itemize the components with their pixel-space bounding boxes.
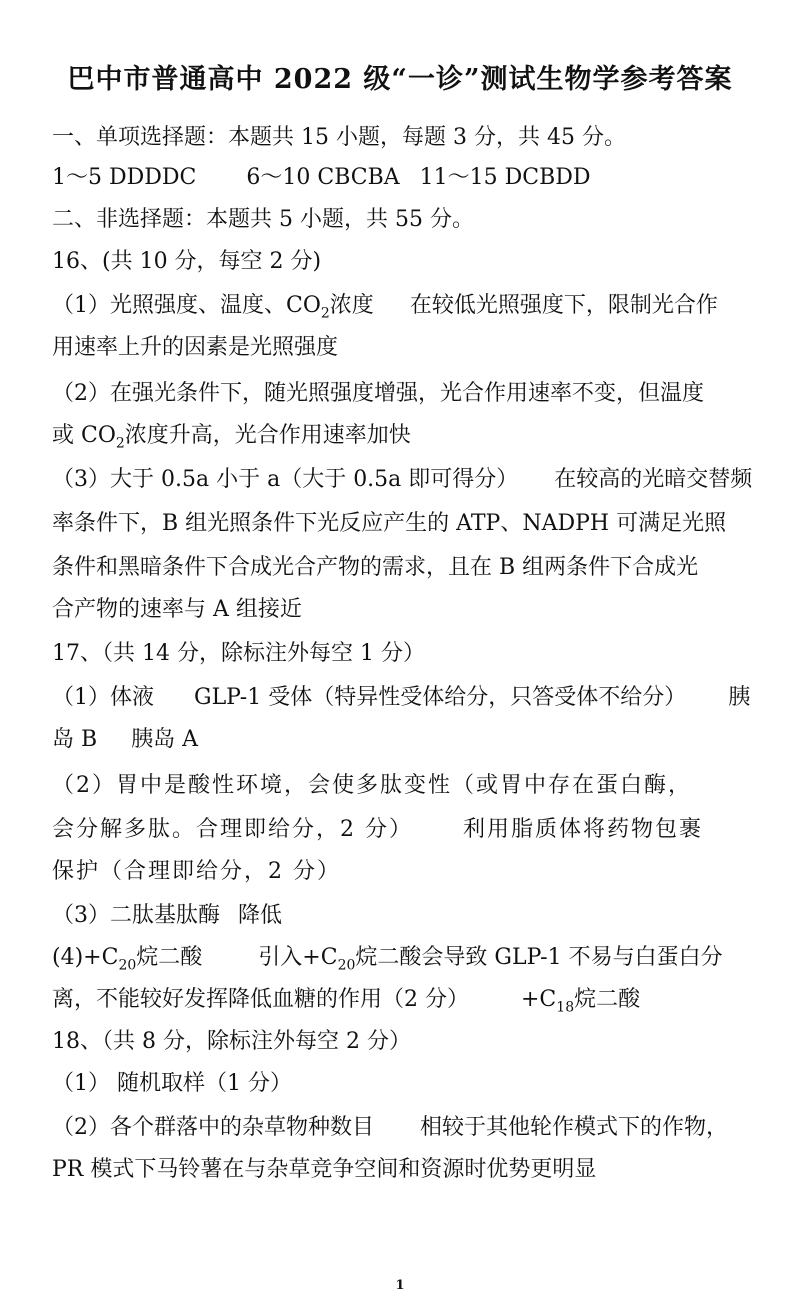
q18-part2-text-a: （2）各个群落中的杂草物种数目 <box>52 1115 374 1140</box>
q17-part1-text-d: 岛 B <box>52 727 98 752</box>
subscript: 20 <box>337 957 356 974</box>
q16-part3-line1 <box>52 460 772 500</box>
section1-header: 一、单项选择题：本题共 15 小题，每题 3 分，共 45 分。 <box>52 125 626 150</box>
answers-6-10: 6～10 CBCBA <box>246 165 400 190</box>
page-number: 1 <box>395 1278 405 1293</box>
q17-part4-text-c: 引入+C <box>258 945 338 970</box>
q16-part3-line3: 条件和黑暗条件下合成光合产物的需求，且在 B 组两条件下合成光 <box>52 555 699 580</box>
q17-part1-text-c: 胰 <box>728 685 751 710</box>
q17-part4-text-g: 烷二酸 <box>574 987 641 1012</box>
subscript: 2 <box>320 305 330 322</box>
q16-part3-text-b: 在较高的光暗交替频 <box>554 467 753 492</box>
q17-part1-line1 <box>52 678 772 718</box>
q17-part1-line2 <box>52 720 772 760</box>
q16-part2-text-a: 或 CO <box>52 423 116 448</box>
answers-11-15: 11～15 DCBDD <box>419 165 591 190</box>
section1-answers <box>52 158 772 198</box>
q17-header: 17、（共 14 分，除标注外每空 1 分） <box>52 641 425 666</box>
q16-part3-line2: 率条件下，B 组光照条件下光反应产生的 ATP、NADPH 可满足光照 <box>52 511 727 536</box>
subscript: 20 <box>118 957 137 974</box>
q17-part4-text-a: (4)+C <box>52 945 119 970</box>
q16-part2-line1: （2）在强光条件下，随光照强度增强，光合作用速率不变，但温度 <box>52 381 704 406</box>
q16-part1-text-a: （1）光照强度、温度、CO <box>52 293 321 318</box>
q16-part2-text-b: 浓度升高，光合作用速率加快 <box>124 423 411 448</box>
q17-part4-text-b: 烷二酸 <box>136 945 203 970</box>
q18-part2-text-b: 相较于其他轮作模式下的作物， <box>420 1115 729 1140</box>
q16-part1-line1 <box>52 286 772 333</box>
q17-part4-text-e: 离，不能较好发挥降低血糖的作用（2 分） <box>52 987 469 1012</box>
q18-part2-line2: PR 模式下马铃薯在与杂草竞争空间和资源时优势更明显 <box>52 1157 597 1182</box>
q17-part3-text-b: 降低 <box>238 903 283 928</box>
q16-part2-line2 <box>52 416 772 463</box>
q17-part2-line3: 保护（合理即给分，2 分） <box>52 859 341 884</box>
q17-part1-text-e: 胰岛 A <box>131 727 199 752</box>
q17-part2-text-a: 会分解多肽。合理即给分，2 分） <box>52 817 413 842</box>
section2-header: 二、非选择题：本题共 5 小题，共 55 分。 <box>52 207 474 232</box>
q18-part1-line1: （1） 随机取样（1 分） <box>52 1071 292 1096</box>
q17-part4-line1 <box>52 938 772 985</box>
q16-part1-text-b: 浓度 <box>329 293 374 318</box>
q17-part2-line1: （2）胃中是酸性环境，会使多肽变性（或胃中存在蛋白酶， <box>52 773 692 798</box>
q18-header: 18、（共 8 分，除标注外每空 2 分） <box>52 1029 411 1054</box>
q17-part3-text-a: （3）二肽基肽酶 <box>52 903 220 928</box>
q17-part4-line2 <box>52 980 772 1027</box>
q17-part3-line1 <box>52 896 772 936</box>
q16-part1-text-c: 在较低光照强度下，限制光合作 <box>409 293 718 318</box>
q17-part2-line2 <box>52 810 772 850</box>
q17-part1-text-a: （1）体液 <box>52 685 154 710</box>
q16-part3-line4: 合产物的速率与 A 组接近 <box>52 597 302 622</box>
page-title: 巴中市普通高中 2022 级“一诊”测试生物学参考答案 <box>67 64 733 95</box>
answers-1-5: 1～5 DDDDC <box>52 165 197 190</box>
q18-part2-line1 <box>52 1108 772 1148</box>
q16-part1-line2: 用速率上升的因素是光照强度 <box>52 335 339 360</box>
q17-part2-text-b: 利用脂质体将药物包裹 <box>463 817 704 842</box>
subscript: 2 <box>115 435 125 452</box>
q16-header: 16、(共 10 分，每空 2 分) <box>52 249 322 274</box>
q16-part3-text-a: （3）大于 0.5a 小于 a（大于 0.5a 即可得分） <box>52 467 519 492</box>
q17-part4-text-f: +C <box>521 987 557 1012</box>
q17-part1-text-b: GLP-1 受体（特异性受体给分，只答受体不给分） <box>194 685 687 710</box>
subscript: 18 <box>556 999 575 1016</box>
q17-part4-text-d: 烷二酸会导致 GLP-1 不易与白蛋白分 <box>355 945 723 970</box>
